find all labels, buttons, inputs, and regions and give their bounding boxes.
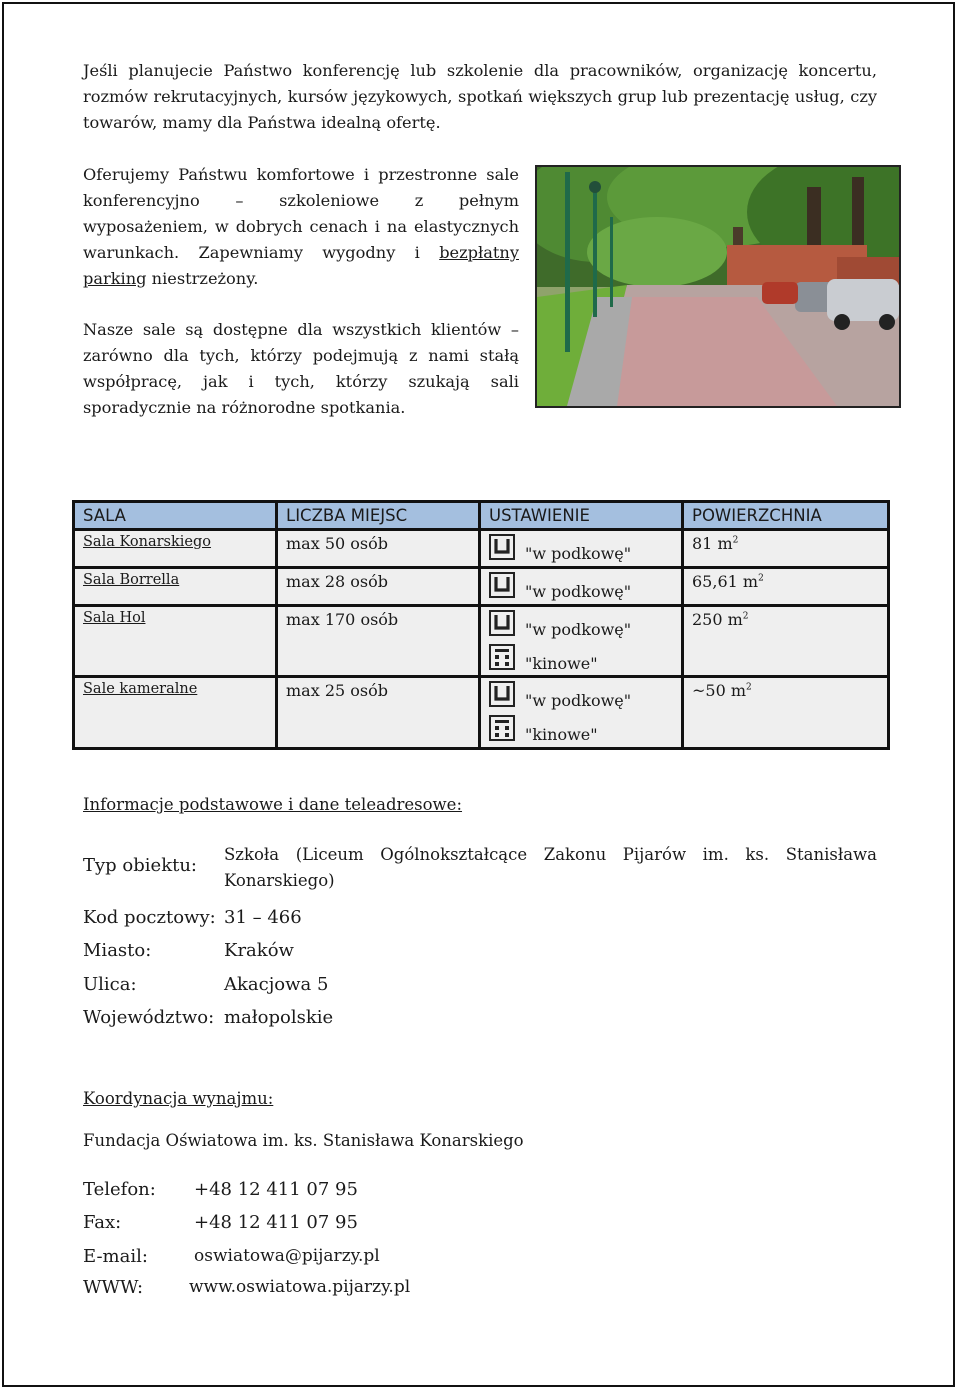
street-label: Ulica: bbox=[83, 974, 137, 995]
room-cell bbox=[74, 606, 277, 677]
phone-label: Telefon: bbox=[83, 1179, 156, 1200]
area-unit-sup: 2 bbox=[732, 535, 739, 546]
area-value: 250 m bbox=[692, 610, 743, 629]
postal-label: Kod pocztowy: bbox=[83, 907, 216, 928]
area-cell bbox=[683, 606, 889, 677]
table-row bbox=[74, 568, 889, 606]
table-row bbox=[74, 677, 889, 749]
setup-cell bbox=[480, 677, 683, 749]
header-setup: USTAWIENIE bbox=[480, 502, 683, 530]
region-value: małopolskie bbox=[224, 1007, 334, 1028]
phone-row bbox=[83, 1179, 358, 1200]
region-label: Województwo: bbox=[83, 1007, 215, 1028]
setup-label: "kinowe" bbox=[525, 725, 598, 744]
intro-paragraph-2 bbox=[83, 162, 519, 292]
room-cell bbox=[74, 530, 277, 568]
seats-cell: max 25 osób bbox=[277, 677, 480, 749]
table-header-row bbox=[74, 502, 889, 530]
setup-label: "kinowe" bbox=[525, 654, 598, 673]
email-link[interactable]: oswiatowa@pijarzy.pl bbox=[194, 1246, 380, 1266]
header-room: SALA bbox=[74, 502, 277, 530]
area-unit-sup: 2 bbox=[742, 611, 749, 622]
www-label: WWW: bbox=[83, 1277, 144, 1298]
horseshoe-setup-icon bbox=[489, 681, 515, 707]
fax-row bbox=[83, 1212, 358, 1233]
intro-paragraph-2-end: niestrzeżony. bbox=[146, 269, 259, 288]
www-row bbox=[83, 1277, 411, 1298]
setup-label: "w podkowę" bbox=[525, 620, 632, 639]
seats-cell: max 50 osób bbox=[277, 530, 480, 568]
city-value: Kraków bbox=[224, 940, 294, 961]
header-seats: LICZBA MIEJSC bbox=[277, 502, 480, 530]
theater-setup-icon bbox=[489, 644, 515, 670]
coordination-title: Koordynacja wynajmu: bbox=[83, 1089, 274, 1108]
phone-value[interactable]: +48 12 411 07 95 bbox=[194, 1179, 358, 1200]
postal-row bbox=[83, 907, 302, 928]
type-value: Szkoła (Liceum Ogólnokształcące Zakonu Pijarów im. ks. Stanisława Konarskiego) bbox=[224, 845, 877, 890]
setup-label: "w podkowę" bbox=[525, 691, 632, 710]
table-row bbox=[74, 606, 889, 677]
intro-paragraph-3: Nasze sale są dostępne dla wszystkich klientów – zarówno dla tych, którzy podejmują z nami stałą współpracę, jak i tych, którzy szukają sali sporadycznie na różnorodne spotkania. bbox=[83, 320, 519, 417]
setup-cell bbox=[480, 530, 683, 568]
setup-label: "w podkowę" bbox=[525, 582, 632, 601]
street-value: Akacjowa 5 bbox=[224, 974, 329, 995]
room-cell bbox=[74, 677, 277, 749]
setup-cell bbox=[480, 568, 683, 606]
city-label: Miasto: bbox=[83, 940, 152, 961]
area-cell bbox=[683, 677, 889, 749]
room-link[interactable]: Sala Hol bbox=[83, 610, 146, 626]
intro-paragraph-2-start: Oferujemy Państwu komfortowe i przestronne sale konferencyjno – szkoleniowe z pełnym wyposażeniem, w dobrych cenach i na elastycznych warunkach. Zapewniamy wygodny i bbox=[83, 165, 519, 262]
room-link[interactable]: Sala Konarskiego bbox=[83, 534, 212, 550]
intro-paragraph-1: Jeśli planujecie Państwo konferencję lub szkolenie dla pracowników, organizację koncertu, rozmów rekrutacyjnych, kursów językowych, spotkań większych grup lub prezentację usług, czy towarów, mamy dla Państwa idealną ofertę. bbox=[83, 61, 877, 132]
area-cell bbox=[683, 530, 889, 568]
setup-label: "w podkowę" bbox=[525, 544, 632, 563]
fax-value: +48 12 411 07 95 bbox=[194, 1212, 358, 1233]
area-value: 81 m bbox=[692, 534, 733, 553]
room-link[interactable]: Sale kameralne bbox=[83, 681, 198, 697]
horseshoe-setup-icon bbox=[489, 534, 515, 560]
region-row bbox=[83, 1007, 334, 1028]
city-row bbox=[83, 940, 294, 961]
area-value: ~50 m bbox=[692, 681, 747, 700]
organization-name: Fundacja Oświatowa im. ks. Stanisława Konarskiego bbox=[83, 1131, 524, 1150]
seats-cell: max 170 osób bbox=[277, 606, 480, 677]
area-cell bbox=[683, 568, 889, 606]
parking-photo bbox=[535, 165, 901, 408]
email-label: E-mail: bbox=[83, 1246, 148, 1267]
room-link[interactable]: Sala Borrella bbox=[83, 572, 180, 588]
www-link[interactable]: www.oswiatowa.pijarzy.pl bbox=[189, 1277, 411, 1297]
horseshoe-setup-icon bbox=[489, 610, 515, 636]
parking-link[interactable]: bezpłatny parking bbox=[83, 243, 519, 288]
area-unit-sup: 2 bbox=[746, 682, 752, 693]
table-row bbox=[74, 530, 889, 568]
type-label: Typ obiektu: bbox=[83, 855, 197, 876]
horseshoe-setup-icon bbox=[489, 572, 515, 598]
postal-value: 31 – 466 bbox=[224, 907, 302, 928]
seats-cell: max 28 osób bbox=[277, 568, 480, 606]
setup-cell bbox=[480, 606, 683, 677]
email-row bbox=[83, 1246, 380, 1267]
street-row bbox=[83, 974, 329, 995]
header-area: POWIERZCHNIA bbox=[683, 502, 889, 530]
fax-label: Fax: bbox=[83, 1212, 122, 1233]
rooms-table bbox=[72, 500, 890, 750]
info-section-title: Informacje podstawowe i dane teleadresowe: bbox=[83, 795, 463, 814]
theater-setup-icon bbox=[489, 715, 515, 741]
room-cell bbox=[74, 568, 277, 606]
area-unit-sup: 2 bbox=[758, 573, 764, 584]
area-value: 65,61 m bbox=[692, 572, 759, 591]
